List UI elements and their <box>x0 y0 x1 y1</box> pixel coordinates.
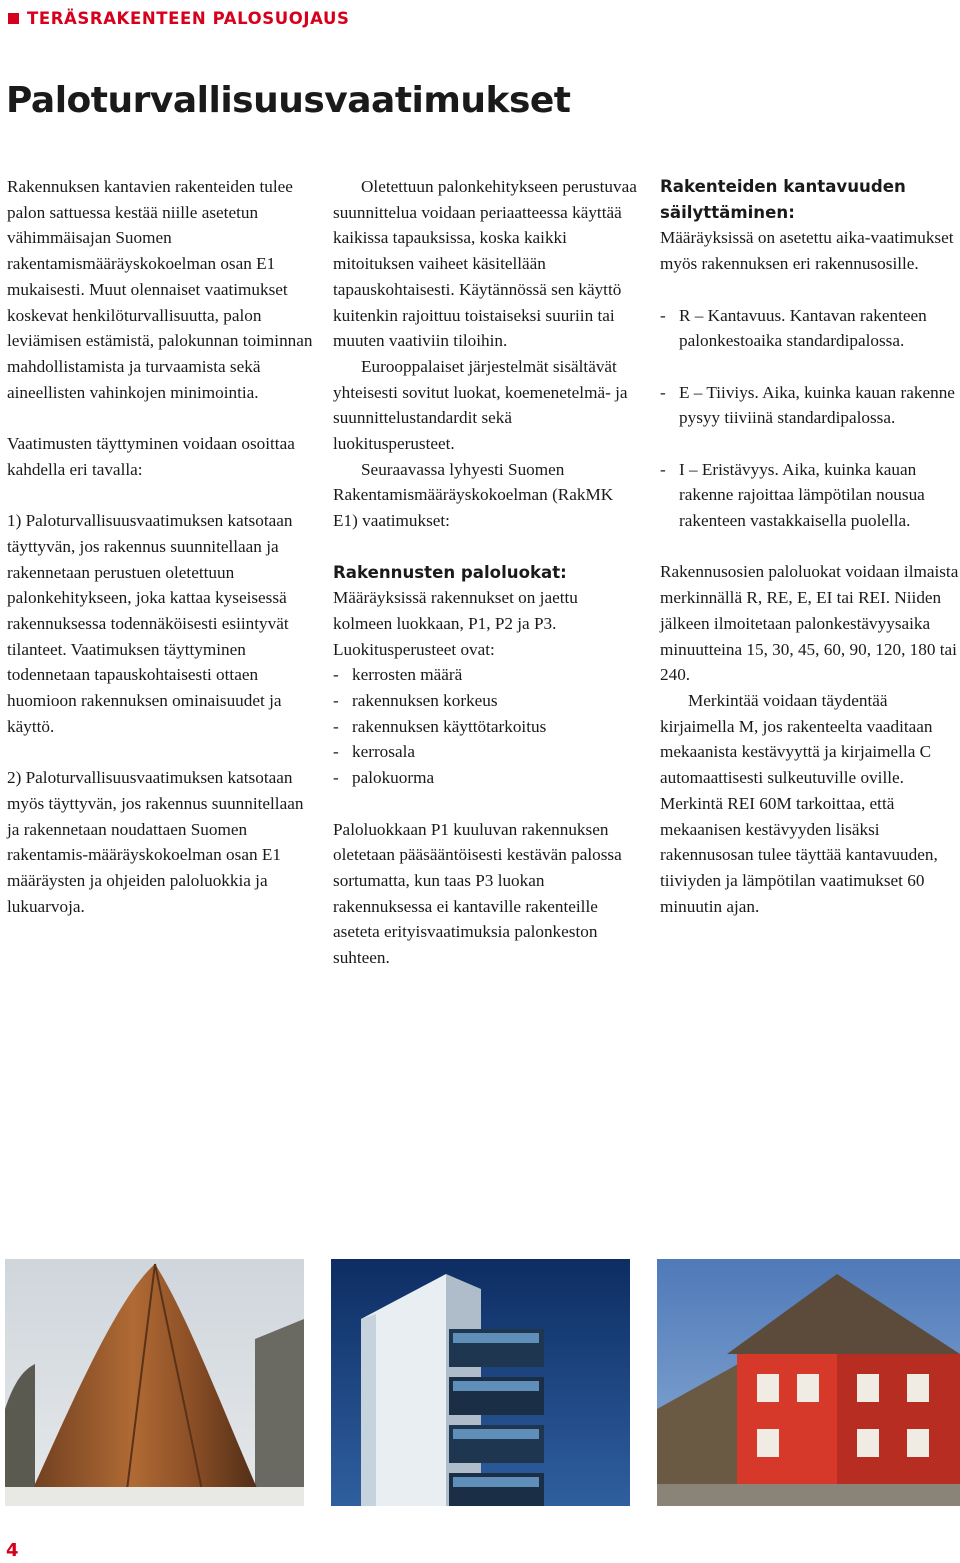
page-number: 4 <box>6 1540 19 1561</box>
photo-glass-balcony-building <box>331 1259 630 1506</box>
list-item: - rakennuksen käyttötarkoitus <box>333 716 547 736</box>
paragraph: Määräyksissä on asetettu aika-vaatimukset myös rakennuksen eri rakennusosille. <box>660 228 954 274</box>
section-header <box>8 6 349 30</box>
subheading: Rakennusten paloluokat: <box>333 562 567 582</box>
paragraph: Seuraavassa lyhyesti Suomen Rakentamismääräyskokoelman (RakMK E1) vaatimukset: <box>333 459 614 531</box>
list-item: - kerrosala <box>333 742 415 762</box>
red-square-icon <box>8 13 19 24</box>
paragraph: Rakennusosien paloluokat voidaan ilmaista merkinnällä R, RE, E, EI tai REI. Niiden jälkeen ilmoitetaan palonkestävyysaika minuutteina 15, 30, 45, 60, 90, 120, 180 tai 240. <box>660 562 959 685</box>
column-right <box>660 174 960 919</box>
section-label: TERÄSRAKENTEEN PALOSUOJAUS <box>27 8 350 28</box>
paragraph: Merkintää voidaan täydentää kirjaimella M, jos rakenteelta vaaditaan mekaanista kestävyyttä ja kirjaimella C automaattisesti sulkeutuville oville. Merkintä REI 60M tarkoittaa, että mekaanisen kestävyyden lisäksi rakennusosan tulee täyttää kantavuuden, tiiviyden ja lämpötilan vaatimukset 60 minuutin ajan. <box>660 691 938 916</box>
class-item: - E – Tiiviys. Aika, kuinka kauan rakenne pysyy tiiviinä standardipalossa. <box>660 382 955 428</box>
photo-copper-building <box>5 1259 304 1506</box>
paragraph: Oletettuun palonkehitykseen perustuvaa suunnittelua voidaan periaatteessa käyttää kaikissa tapauksissa, koska kaikki mitoituksen vaiheet käsitellään tapauskohtaisesti. Käytännössä sen käyttö kuitenkin rajoittuu toistaiseksi suuriin tai muuten vaativiin tiloihin. <box>333 177 637 351</box>
list-item: - kerrosten määrä <box>333 665 463 685</box>
paragraph: Rakennuksen kantavien rakenteiden tulee palon sattuessa kestää niille asetetun vähimmäisajan Suomen rakentamismääräyskokoelman osan E1 mukaisesti. Muut olennaiset vaatimukset koskevat henkilöturvallisuutta, palon leviämisen estämistä, palokunnan toiminnan mahdollistamista ja turvaamista sekä aineellisten vahinkojen minimointia. <box>7 177 313 402</box>
list-item: - rakennuksen korkeus <box>333 691 498 711</box>
list-intro: Luokitusperusteet ovat: <box>333 639 495 659</box>
page-title: Paloturvallisuusvaatimukset <box>6 80 571 121</box>
list-item: - palokuorma <box>333 768 435 788</box>
column-left <box>7 174 317 919</box>
paragraph: Määräyksissä rakennukset on jaettu kolmeen luokkaan, P1, P2 ja P3. <box>333 588 578 633</box>
class-item: - I – Eristävyys. Aika, kuinka kauan rakenne rajoittaa lämpötilan nousua rakenteen vastakkaisella puolella. <box>660 459 925 531</box>
paragraph: Eurooppalaiset järjestelmät sisältävät yhteisesti sovitut luokat, koemenetelmä- ja suunnittelustandardit sekä luokitusperusteet. <box>333 356 628 454</box>
column-middle <box>333 174 638 971</box>
paragraph: 2) Paloturvallisuusvaatimuksen katsotaan myös täyttyvän, jos rakennus suunnitellaan ja rakennetaan noudattaen Suomen rakentamis-määräyskokoelman osan E1 määräysten ja ohjeiden paloluokkia ja lukuarvoja. <box>7 768 304 916</box>
photo-red-house <box>657 1259 960 1506</box>
paragraph: Paloluokkaan P1 kuuluvan rakennuksen oletetaan pääsääntöisesti kestävän palossa sortumatta, kun taas P3 luokan rakennuksessa ei kantaville rakenteille aseteta erityisvaatimuksia palonkeston suhteen. <box>333 819 622 968</box>
paragraph: 1) Paloturvallisuusvaatimuksen katsotaan täyttyvän, jos rakennus suunnitellaan ja rakennetaan perustuen oletettuun palonkehitykseen, joka kattaa kyseisessä rakennuksessa todennäköisesti esiintyvät tilanteet. Vaatimuksen täyttyminen todennetaan tapauskohtaisesti ottaen huomioon rakennuksen ominaisuudet ja käyttö. <box>7 511 293 736</box>
class-item: - R – Kantavuus. Kantavan rakenteen palonkestoaika standardipalossa. <box>660 305 927 351</box>
subheading: Rakenteiden kantavuuden säilyttäminen: <box>660 177 906 222</box>
paragraph: Vaatimusten täyttyminen voidaan osoittaa kahdella eri tavalla: <box>7 434 295 479</box>
